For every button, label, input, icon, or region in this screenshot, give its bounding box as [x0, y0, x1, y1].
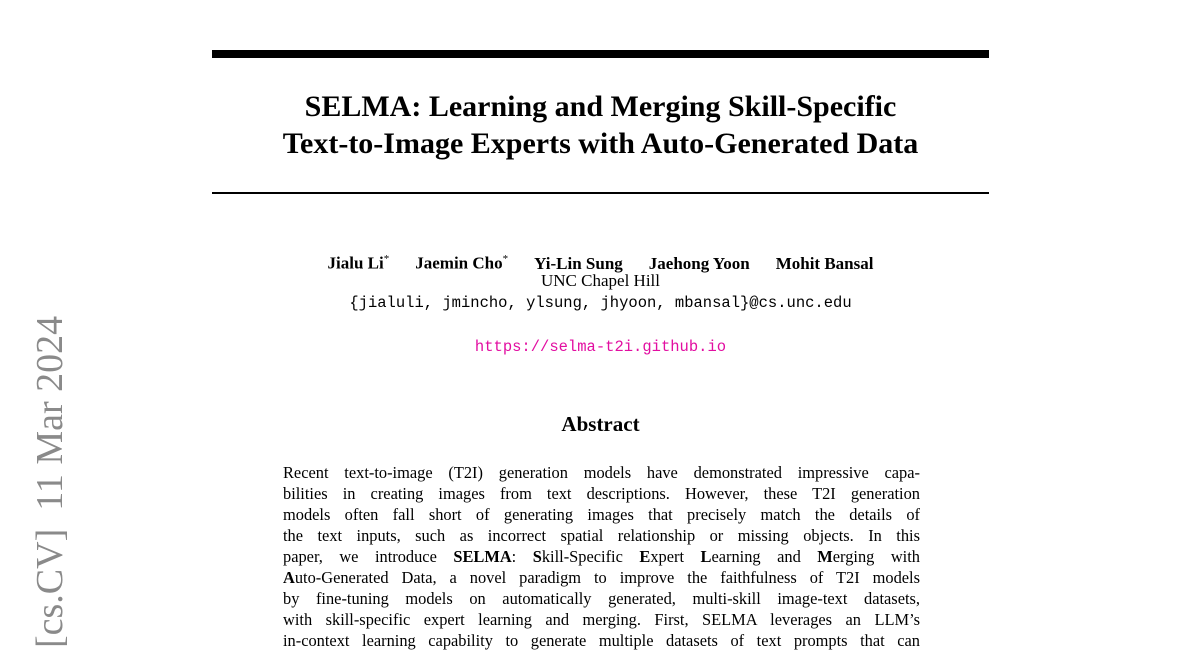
arxiv-date: 11 Mar 2024	[29, 315, 71, 511]
project-page-link[interactable]: https://selma-t2i.github.io	[474, 338, 727, 356]
title-top-rule	[212, 50, 989, 58]
abstract-line: paper, we introduce SELMA: Skill-Specific Expert Learning and Merging with	[283, 547, 920, 566]
title-line-1: SELMA: Learning and Merging Skill-Specific	[304, 90, 897, 123]
equal-contribution-mark: *	[383, 253, 390, 265]
author-name: Jialu Li	[327, 253, 384, 273]
author-name: Mohit Bansal	[775, 253, 874, 273]
author-emails: {jialuli, jmincho, ylsung, jhyoon, mbansal}@cs.unc.edu	[349, 294, 852, 312]
abstract-line: bilities in creating images from text descriptions. However, these T2I generation	[283, 484, 920, 503]
abstract-line: by fine-tuning models on automatically generated, multi-skill image-text datasets,	[283, 589, 920, 608]
arxiv-category: [cs.CV]	[29, 528, 71, 648]
abstract-line: the text inputs, such as incorrect spatial relationship or missing objects. In this	[283, 526, 920, 545]
title-line-2: Text-to-Image Experts with Auto-Generated Data	[282, 127, 919, 160]
abstract-body	[283, 462, 920, 651]
abstract-heading: Abstract	[561, 412, 640, 436]
title-bottom-rule	[212, 192, 989, 194]
abstract-line: in-context learning capability to generate multiple datasets of text prompts that can	[283, 631, 920, 650]
abstract-line: Recent text-to-image (T2I) generation models have demonstrated impressive capa-	[283, 463, 920, 482]
paper-title	[212, 88, 989, 162]
arxiv-identifier-stamp	[28, 288, 72, 648]
abstract-line: with skill-specific expert learning and merging. First, SELMA leverages an LLM’s	[283, 610, 920, 629]
author-name: Jaemin Cho	[415, 253, 503, 273]
equal-contribution-mark: *	[502, 253, 509, 265]
abstract-line: models often fall short of generating images that precisely match the details of	[283, 505, 920, 524]
author-name: Jaehong Yoon	[648, 253, 750, 273]
affiliation: UNC Chapel Hill	[541, 271, 660, 290]
abstract-line: Auto-Generated Data, a novel paradigm to improve the faithfulness of T2I models	[283, 568, 920, 587]
author-name: Yi-Lin Sung	[534, 253, 623, 273]
